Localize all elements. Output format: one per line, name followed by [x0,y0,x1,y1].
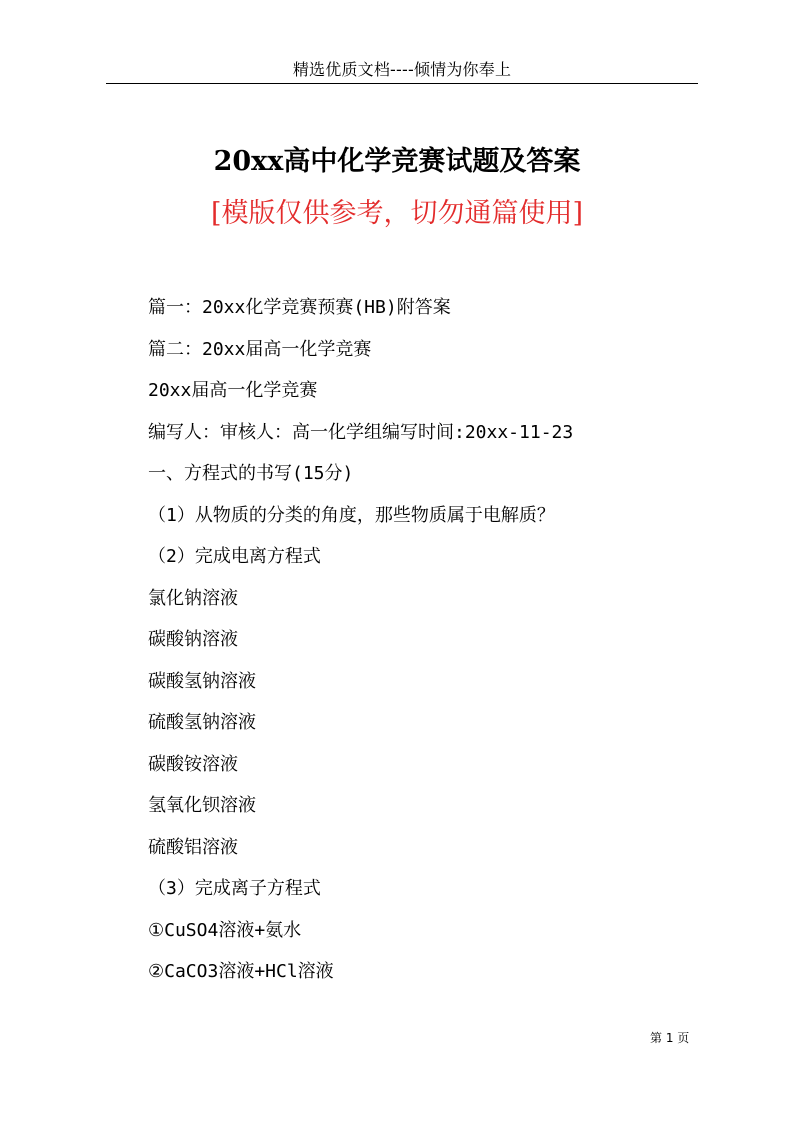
body-line: 20xx届高一化学竞赛 [148,380,318,401]
body-line: ②CaCO3溶液+HCl溶液 [148,961,334,982]
body-line: 硫酸铝溶液 [148,836,238,858]
body-line: 硫酸氢钠溶液 [148,712,256,733]
body-line: ①CuSO4溶液+氨水 [148,919,302,941]
body-line: 氢氧化钡溶液 [148,795,256,816]
page-number: 第 1 页 [650,1031,690,1045]
body-line: 氯化钠溶液 [148,587,238,609]
document-title: 20xx高中化学竞赛试题及答案 [213,146,581,177]
body-line: （2）完成电离方程式 [148,546,321,567]
body-line: 碳酸铵溶液 [148,753,238,775]
body-line: 编写人：审核人：高一化学组编写时间:20xx-11-23 [148,421,574,443]
body-line: 碳酸氢钠溶液 [148,670,256,692]
body-line: （3）完成离子方程式 [148,878,321,899]
document-subtitle: [模版仅供参考，切勿通篇使用] [210,198,584,229]
body-line: 碳酸钠溶液 [148,629,238,650]
body-line: 一、方程式的书写(15分) [148,463,354,484]
document-body [148,292,708,998]
body-line: 篇一：20xx化学竞赛预赛(HB)附答案 [148,297,451,318]
page-header: 精选优质文档----倾情为你奉上 [292,60,512,79]
body-line: 篇二：20xx届高一化学竞赛 [148,338,372,360]
header-divider [106,83,698,84]
body-line: （1）从物质的分类的角度，那些物质属于电解质？ [148,504,555,526]
